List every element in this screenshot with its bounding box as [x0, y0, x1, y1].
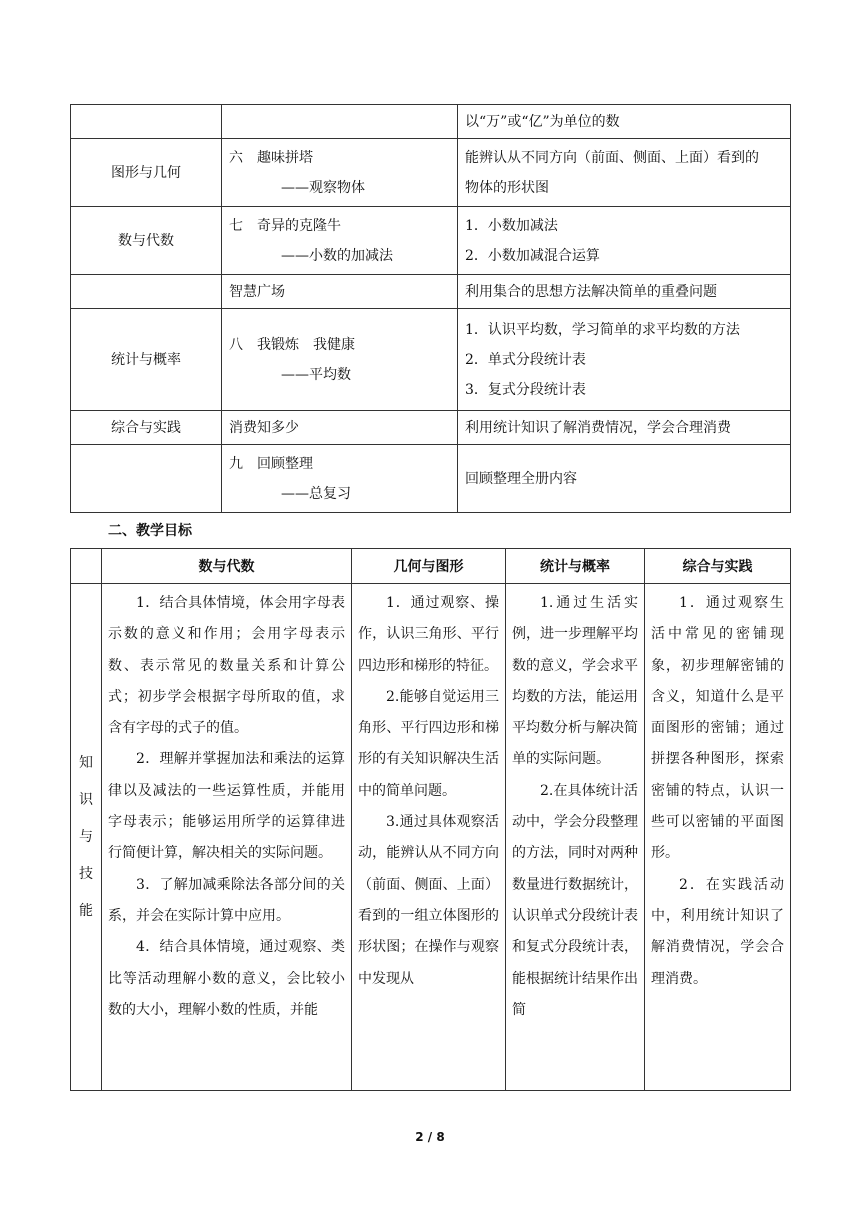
- unit-title: 九 回顾整理: [229, 455, 313, 472]
- row-label-char: 与: [79, 828, 93, 845]
- overview-unit-cell: [222, 139, 458, 207]
- goal-paragraph: 3．了解加减乘除法各部分间的关系，并会在实际计算中应用。: [108, 876, 345, 924]
- goal-paragraph: 1.通过生活实例，进一步理解平均数的意义，学会求平均数的方法，能运用平均数分析与解决简单的实际问题。: [512, 595, 638, 768]
- overview-row: [71, 105, 791, 139]
- overview-row: [71, 139, 791, 207]
- row-label-knowledge-skills: [71, 584, 102, 1091]
- goals-header-row: [71, 549, 791, 584]
- overview-area-cell: [71, 275, 222, 309]
- row-label-char: 能: [79, 902, 93, 919]
- goal-text: [645, 584, 790, 1088]
- unit-subtitle: ——小数的加减法: [281, 247, 393, 264]
- unit-title: 消费知多少: [229, 419, 299, 436]
- content-line: 1．小数加减法: [465, 217, 558, 234]
- overview-content-cell: [458, 105, 791, 139]
- overview-row: [71, 445, 791, 513]
- overview-content-cell: [458, 445, 791, 513]
- content-line: 回顾整理全册内容: [465, 470, 577, 487]
- section-heading: 二、教学目标: [108, 523, 192, 539]
- overview-unit-cell: [222, 445, 458, 513]
- goal-practice: [645, 584, 791, 1091]
- goal-text: [102, 584, 351, 1088]
- overview-row: [71, 207, 791, 275]
- overview-content-cell: [458, 139, 791, 207]
- goal-paragraph: 1．结合具体情境，体会用字母表示数的意义和作用；会用字母表示数、表示常见的数量关系和计算公式；初步学会根据字母所取的值，求含有字母的式子的值。: [108, 595, 345, 737]
- goals-knowledge-row: [71, 584, 791, 1091]
- goals-header-geometry: 几何与图形: [352, 549, 506, 584]
- overview-area-cell: 图形与几何: [71, 139, 222, 207]
- overview-unit-cell: [222, 411, 458, 445]
- content-line: 利用统计知识了解消费情况，学会合理消费: [465, 419, 731, 436]
- goal-paragraph: 4．结合具体情境，通过观察、类比等活动理解小数的意义，会比较小数的大小，理解小数的性质，并能: [108, 939, 345, 1018]
- row-label-char: 识: [79, 791, 93, 808]
- overview-unit-cell: [222, 275, 458, 309]
- overview-content-cell: [458, 207, 791, 275]
- goals-header-statistics: 统计与概率: [506, 549, 645, 584]
- overview-unit-cell: [222, 207, 458, 275]
- overview-area-cell: 统计与概率: [71, 309, 222, 411]
- unit-title: 六 趣味拼塔: [229, 149, 313, 166]
- goal-paragraph: 2.在具体统计活动中，学会分段整理的方法，同时对两种数量进行数据统计，认识单式分段统计表和复式分段统计表，能根据统计结果作出简: [512, 782, 638, 1018]
- row-label-char: 知: [79, 754, 93, 771]
- overview-table: [70, 104, 791, 513]
- goals-header-corner: [71, 549, 102, 584]
- unit-subtitle: ——观察物体: [281, 179, 365, 196]
- overview-row: [71, 275, 791, 309]
- overview-unit-cell: [222, 105, 458, 139]
- goal-statistics: [506, 584, 645, 1091]
- content-line: 3．复式分段统计表: [465, 381, 586, 398]
- unit-subtitle: ——平均数: [281, 366, 351, 383]
- goals-header-number-algebra: 数与代数: [102, 549, 352, 584]
- row-label-char: 技: [79, 865, 93, 882]
- goal-text: [506, 584, 644, 1088]
- unit-subtitle: ——总复习: [281, 485, 351, 502]
- goal-geometry: [352, 584, 506, 1091]
- overview-area-cell: 综合与实践: [71, 411, 222, 445]
- goal-text: [352, 584, 505, 1088]
- goals-header-practice: 综合与实践: [645, 549, 791, 584]
- overview-area-cell: [71, 105, 222, 139]
- page-number: 2 / 8: [415, 1130, 445, 1144]
- overview-row: [71, 411, 791, 445]
- overview-area-cell: [71, 445, 222, 513]
- content-line: 能辨认从不同方向（前面、侧面、上面）看到的: [465, 149, 759, 166]
- content-line: 1．认识平均数，学习简单的求平均数的方法: [465, 321, 740, 338]
- overview-content-cell: [458, 411, 791, 445]
- goals-table: [70, 548, 791, 1091]
- overview-content-cell: [458, 309, 791, 411]
- goal-paragraph: 2．理解并掌握加法和乘法的运算律以及减法的一些运算性质，并能用字母表示；能够运用所学的运算律进行简便计算，解决相关的实际问题。: [108, 751, 345, 862]
- overview-unit-cell: [222, 309, 458, 411]
- overview-row: [71, 309, 791, 411]
- unit-title: 八 我锻炼 我健康: [229, 336, 355, 353]
- content-line: 物体的形状图: [465, 179, 549, 196]
- overview-area-cell: 数与代数: [71, 207, 222, 275]
- goal-paragraph: 2．在实践活动中，利用统计知识了解消费情况，学会合理消费。: [651, 876, 784, 987]
- goal-paragraph: 3.通过具体观察活动，能辨认从不同方向（前面、侧面、上面）看到的一组立体图形的形状图；在操作与观察中发现从: [358, 814, 499, 987]
- goal-paragraph: 1．通过观察、操作，认识三角形、平行四边形和梯形的特征。: [358, 595, 499, 674]
- goal-paragraph: 2.能够自觉运用三角形、平行四边形和梯形的有关知识解决生活中的简单问题。: [358, 688, 499, 799]
- content-line: 2．单式分段统计表: [465, 351, 586, 368]
- content-line: 以“万”或“亿”为单位的数: [465, 113, 620, 130]
- unit-title: 智慧广场: [229, 283, 285, 300]
- content-line: 利用集合的思想方法解决简单的重叠问题: [465, 283, 717, 300]
- unit-title: 七 奇异的克隆牛: [229, 217, 341, 234]
- goal-number-algebra: [102, 584, 352, 1091]
- content-line: 2．小数加减混合运算: [465, 247, 600, 264]
- overview-content-cell: [458, 275, 791, 309]
- goal-paragraph: 1．通过观察生活中常见的密铺现象，初步理解密铺的含义，知道什么是平面图形的密铺；通过拼摆各种图形，探索密铺的特点，认识一些可以密铺的平面图形。: [651, 595, 784, 862]
